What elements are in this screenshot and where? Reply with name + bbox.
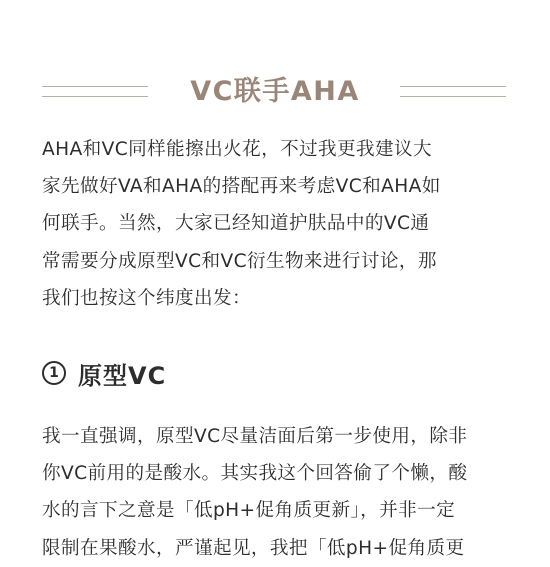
section-title: VC联手AHA xyxy=(190,76,360,107)
subsection-heading xyxy=(42,353,166,393)
section-header xyxy=(0,72,550,112)
subsection-title: 原型VC xyxy=(78,361,167,390)
decorative-double-rule-right xyxy=(400,86,506,97)
circled-number-badge: 1 xyxy=(42,361,66,385)
intro-paragraph: AHA和VC同样能擦出火花，不过我更我建议大 家先做好VA和AHA的搭配再来考虑VC和AHA如 何联手。当然，大家已经知道护肤品中的VC通 常需要分成原型VC和VC衍生物来进行讨论，那 我们也按这个纬度出发： xyxy=(42,139,441,309)
body-paragraph: 我一直强调，原型VC尽量洁面后第一步使用，除非 你VC前用的是酸水。其实我这个回答偷了个懒，酸 水的言下之意是「低pH+促角质更新」，并非一定 限制在果酸水，严谨起见，我把「低pH+促角质更 xyxy=(42,426,468,559)
decorative-double-rule-left xyxy=(42,86,148,97)
